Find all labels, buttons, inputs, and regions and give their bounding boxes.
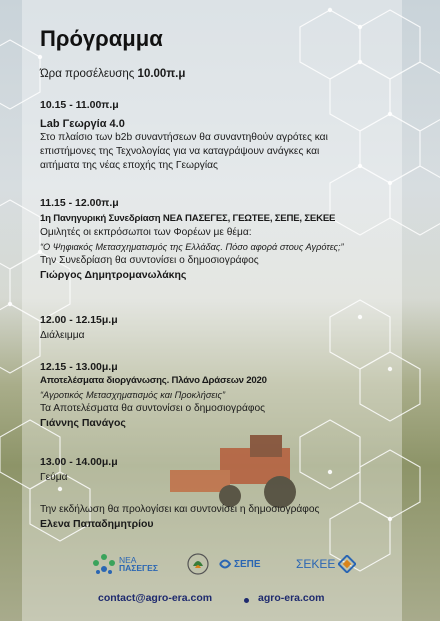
- session-line: Ομιλητές οι εκπρόσωποι των Φορέων με θέμα:: [40, 227, 252, 238]
- logo-sepe-text: ΣΕΠΕ: [234, 558, 261, 570]
- logo-sepe: [218, 553, 261, 575]
- closing: [40, 503, 400, 531]
- session-1: [40, 98, 400, 173]
- session-time: 13.00 - 14.00μ.μ: [40, 456, 118, 468]
- session-heading: 1η Πανηγυρική Συνεδρίαση ΝΕΑ ΠΑΣΕΓΕΣ, ΓΕΩΤΕΕ, ΣΕΠΕ, ΣΕΚΕΕ: [40, 213, 336, 224]
- session-3: [40, 313, 400, 343]
- session-time: 12.15 - 13.00μ.μ: [40, 361, 118, 373]
- contact-email-link[interactable]: contact@agro-era.com: [98, 592, 213, 604]
- sekee-square-icon: [338, 555, 356, 573]
- logo-sekee-text: ΣΕΚΕΕ: [296, 557, 336, 571]
- session-line: Την Συνεδρίαση θα συντονίσει ο δημοσιογράφος: [40, 255, 259, 266]
- logo-geotee: [186, 553, 212, 575]
- session-line: αιτήματα της νέας εποχής της Γεωργίας: [40, 160, 218, 171]
- session-line: Στο πλαίσιο των b2b συναντήσεων θα συναντηθούν αγρότες και: [40, 132, 328, 143]
- closing-line: Την εκδήλωση θα προλογίσει και συντονίσει η δημοσιογράφος: [40, 504, 320, 515]
- logo-pasegess-word: ΠΑΣΕΓΕΣ: [119, 563, 158, 573]
- moderator-name: Γιάννης Πανάγος: [40, 417, 126, 429]
- session-quote: “Αγροτικός Μετασχηματισμός και Προκλήσεις”: [40, 390, 226, 400]
- session-line: Τα Αποτελέσματα θα συντονίσει ο δημοσιογράφος: [40, 403, 266, 414]
- logo-sekee: [296, 553, 356, 575]
- session-time: 10.15 - 11.00π.μ: [40, 99, 119, 111]
- arrival-value: 10.00π.μ: [137, 68, 186, 80]
- session-5: [40, 455, 400, 485]
- session-line: επιστήμονες της Τεχνολογίας για να καταγράψουν ανάγκες και: [40, 146, 320, 157]
- nea-pasegess-icon: [92, 553, 116, 575]
- logo-nea-pasegess: [92, 553, 158, 575]
- page-title: Πρόγραμμα: [40, 26, 163, 51]
- session-time: 12.00 - 12.15μ.μ: [40, 314, 118, 326]
- session-2: [40, 196, 400, 282]
- session-heading: Αποτελέσματα διοργάνωσης. Πλάνο Δράσεων 2020: [40, 375, 267, 386]
- session-text: Γεύμα: [40, 472, 68, 483]
- arrival-time: [40, 68, 185, 80]
- session-4: [40, 360, 400, 430]
- session-time: 11.15 - 12.00π.μ: [40, 197, 119, 209]
- closing-person: Ελενα Παπαδημητρίου: [40, 518, 154, 530]
- sepe-swirl-icon: [218, 557, 232, 571]
- session-text: Διάλειμμα: [40, 330, 85, 341]
- logo-nea-word: ΝΕΑ: [119, 555, 137, 565]
- session-heading: Lab Γεωργία 4.0: [40, 118, 125, 130]
- moderator-name: Γιώργος Δημητρομανωλάκης: [40, 269, 187, 281]
- website-link[interactable]: agro-era.com: [258, 592, 325, 604]
- separator-dot: [244, 598, 249, 603]
- arrival-label: Ώρα προσέλευσης: [40, 68, 135, 80]
- geotee-emblem-icon: [186, 552, 212, 576]
- session-quote: “Ο Ψηφιακός Μετασχηματισμός της Ελλάδας. Πόσο αφορά στους Αγρότες;”: [40, 242, 344, 252]
